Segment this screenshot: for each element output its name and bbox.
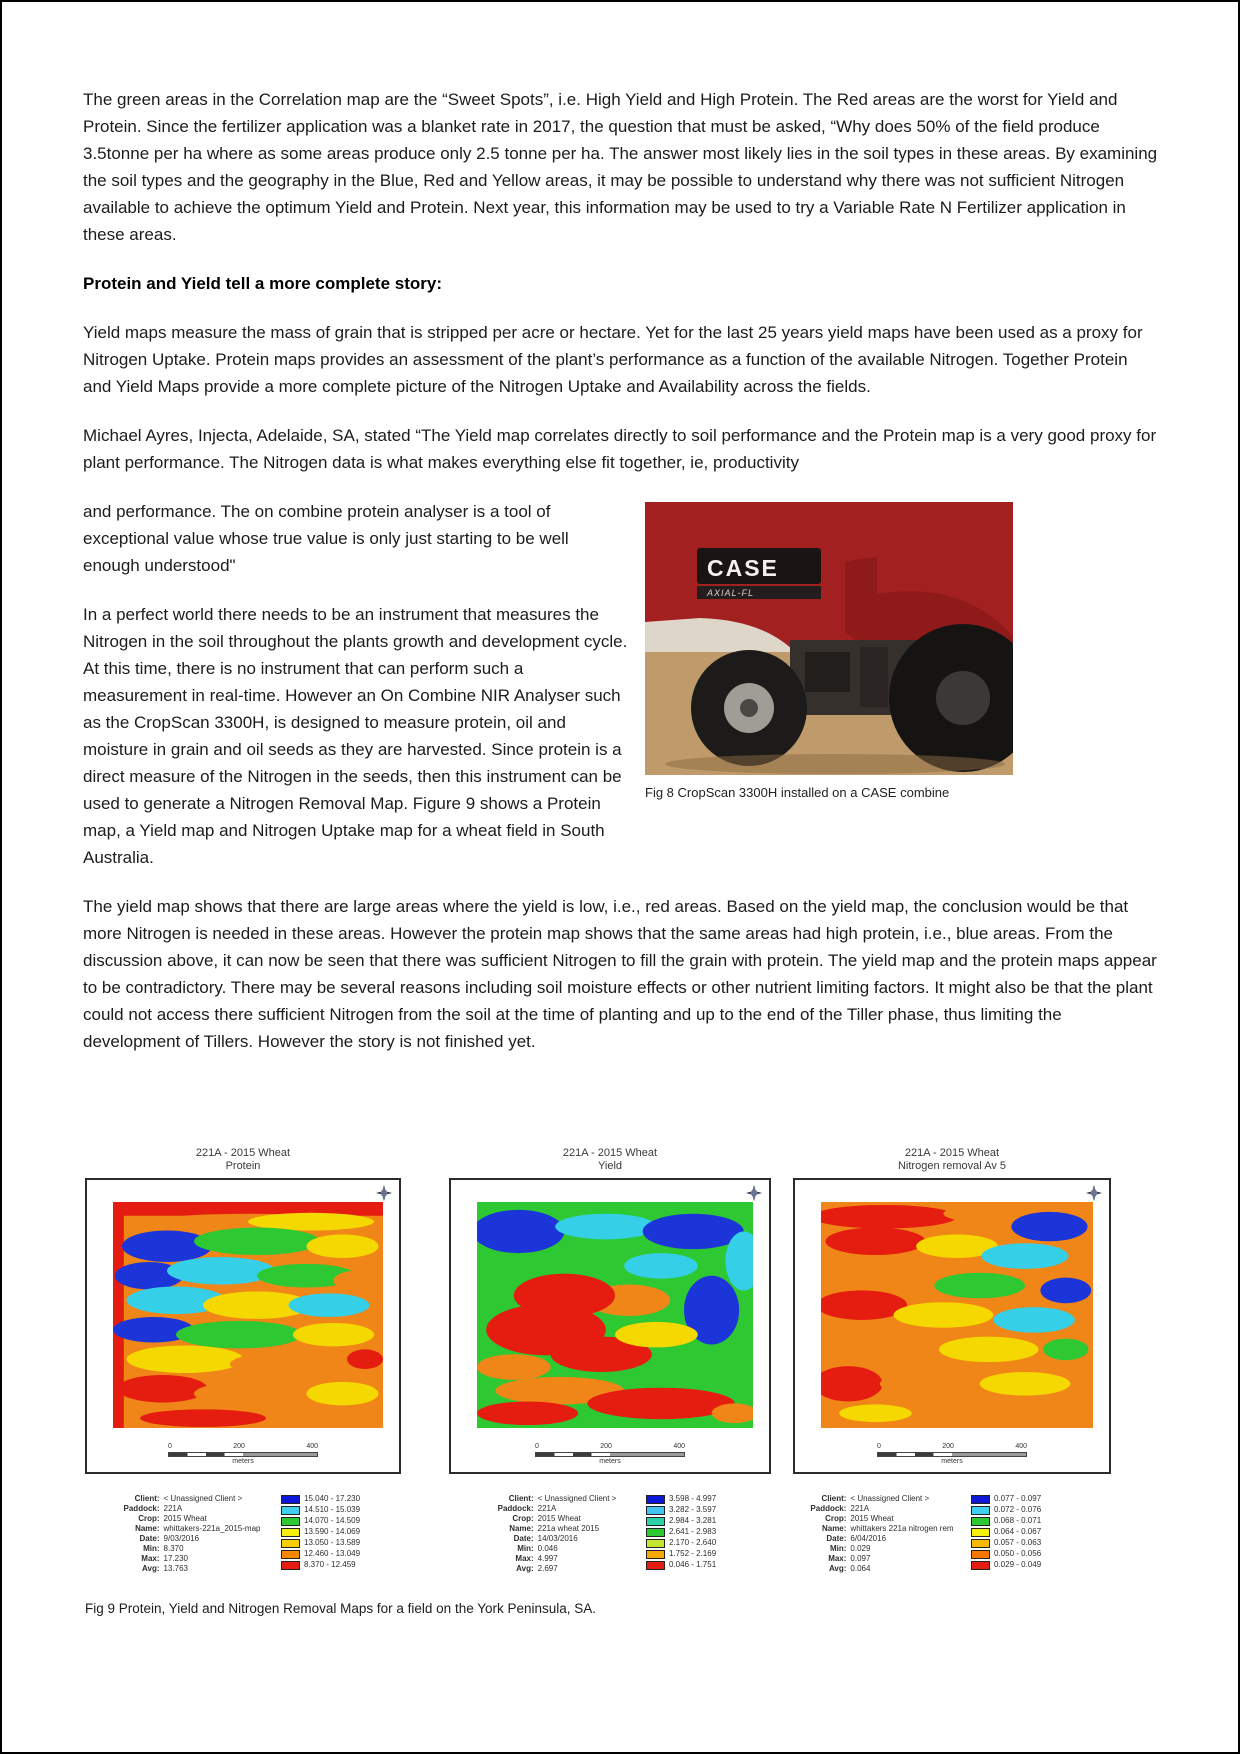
legend-name-label: Name: [135,1524,160,1533]
legend-meta [117,1494,267,1574]
protein-map-raster [113,1202,383,1428]
legend-swatch [646,1550,665,1559]
legend-crop-value: 2015 Wheat [163,1514,207,1523]
legend-range-row [281,1494,360,1504]
legend-range-row [281,1527,360,1537]
legend-swatch [971,1528,990,1537]
legend-range-row [971,1538,1041,1548]
map-title-line2: Protein [225,1160,261,1172]
legend-avg-label: Avg: [828,1564,847,1573]
legend-range-label: 0.068 - 0.071 [994,1516,1042,1525]
paragraph-yield-map-discussion: The yield map shows that there are large areas where the yield is low, i.e., red areas. Based on the yield map, the conclusion would be that more Nitrogen is needed in these areas. However the protein map shows that the same areas had high protein, i.e., blue areas. From the discussion above, it can now be seen that there was sufficient Nitrogen to fill the grain with protein. The yield map and the protein maps appear to be contradictory. There may be several reasons including soil moisture effects or other nutrient limiting factors. It might also be that the plant could not access there sufficient Nitrogen from the soil at the time of planting and up to the end of the Tiller phase, thus limiting the development of Tillers. However the story is not finished yet. [83,897,1157,1051]
legend-date-label: Date: [826,1534,847,1543]
legend-avg-value: 13.763 [163,1564,188,1573]
legend-nitrogen [807,1494,1069,1574]
legend-name-label: Name: [509,1524,534,1533]
legend-range-label: 0.064 - 0.067 [994,1527,1042,1536]
legend-min-label: Min: [829,1544,847,1553]
paragraph-michael-ayres-lead: Michael Ayres, Injecta, Adelaide, SA, stated “The Yield map correlates directly to soil performance and the Protein map is a very good proxy for plant performance. The Nitrogen data is what makes everything else fit together, ie, productivity [83,426,1157,472]
legend-range-label: 0.029 - 0.049 [994,1560,1042,1569]
legend-range-label: 14.070 - 14.509 [304,1516,361,1525]
legend-client-label: Client: [508,1494,534,1503]
map-figure-yield [449,1147,771,1474]
legend-range-row [646,1505,716,1515]
legend-swatch [971,1561,990,1570]
paragraph-yield-maps: Yield maps measure the mass of grain that is stripped per acre or hectare. Yet for the last 25 years yield maps have been used as a proxy for Nitrogen Uptake. Protein maps provides an assessment of the plant’s performance as a function of the available Nitrogen. Together Protein and Yield Maps provide a more complete picture of the Nitrogen Uptake and Availability across the fields. [83,323,1143,396]
nitrogen-map-raster [821,1202,1093,1428]
combine-photo-graphic [645,502,1013,775]
legend-name-label: Name: [821,1524,847,1533]
scale-end: 400 [1015,1443,1027,1450]
scale-unit: meters [232,1458,254,1465]
legend-range-label: 2.170 - 2.640 [669,1538,717,1547]
legend-date-value: 9/03/2016 [163,1534,200,1543]
paragraph-correlation-map: The green areas in the Correlation map are the “Sweet Spots”, i.e. High Yield and High Protein. The Red areas are the worst for Yield and Protein. Since the fertilizer application was a blanket rate in 2017, the question that must be asked, “Why does 50% of the field produce 3.5tonne per ha where as some areas produce only 2.5 tonne per ha. The answer most likely lies in the soil types in these areas. By examining the soil types and the geography in the Blue, Red and Yellow areas, it may be possible to understand why there was not sufficient Nitrogen available to achieve the optimum Yield and Protein. Next year, this information may be used to try a Variable Rate N Fertilizer application in these areas. [83,90,1158,244]
fig8-figure [645,502,1013,802]
map-title-line1: 221A - 2015 Wheat [904,1147,1000,1159]
legend-avg-value: 0.064 [850,1564,871,1573]
scale-mid: 200 [942,1443,954,1450]
legend-range-label: 13.050 - 13.589 [304,1538,361,1547]
scalebar [451,1443,769,1466]
legend-range-row [646,1494,716,1504]
scalebar-ticks [535,1443,685,1451]
legend-min-label: Min: [143,1544,160,1553]
legend-yield [482,1494,744,1574]
legend-avg-label: Avg: [142,1564,160,1573]
legend-name-value: whittakers-221a_2015-map [163,1524,261,1533]
combine-model-text: AXIAL-FL [707,588,755,598]
legend-crop-label: Crop: [825,1514,847,1523]
map-title-line2: Yield [597,1160,623,1172]
legend-client-label: Client: [821,1494,847,1503]
legend-max-value: 0.097 [850,1554,871,1563]
legend-range-label: 0.046 - 1.751 [669,1560,717,1569]
fig9-maps-row [85,1147,1158,1474]
legend-swatch [281,1528,300,1537]
legend-range-label: 1.752 - 2.169 [669,1549,717,1558]
paragraph-perfect-world: In a perfect world there needs to be an instrument that measures the Nitrogen in the soil throughout the plants growth and development cycle. At this time, there is no instrument that can perform such a measurement in real-time. However an On Combine NIR Analyser such as the CropScan 3300H, is designed to measure protein, oil and moisture in grain and oil seeds as they are harvested. Since protein is a direct measure of the Nitrogen in the seeds, then this instrument can be used to generate a Nitrogen Removal Map. Figure 9 shows a Protein map, a Yield map and Nitrogen Uptake map for a wheat field in South Australia. [83,605,628,867]
legend-max-value: 17.230 [163,1554,188,1563]
legend-swatch [646,1517,665,1526]
legend-meta [807,1494,957,1574]
map-box-nitrogen [793,1178,1111,1474]
legend-client-label: Client: [134,1494,160,1503]
legend-range-label: 0.050 - 0.056 [994,1549,1042,1558]
legend-range-row [971,1516,1041,1526]
legend-max-label: Max: [828,1554,847,1563]
legend-date-value: 14/03/2016 [537,1534,578,1543]
scale-unit: meters [941,1458,963,1465]
scale-start: 0 [535,1443,539,1450]
text-image-wrap [83,422,1158,871]
legend-crop-value: 2015 Wheat [537,1514,581,1523]
legend-range-row [281,1549,360,1559]
map-figure-nitrogen [793,1147,1111,1474]
legend-min-label: Min: [517,1544,534,1553]
legend-range-row [646,1549,716,1559]
scalebar-rule [168,1452,318,1457]
scalebar-rule [877,1452,1027,1457]
legend-swatch [646,1528,665,1537]
legend-min-value: 8.370 [163,1544,184,1553]
legend-range-row [971,1494,1041,1504]
legend-paddock-value: 221A [163,1504,183,1513]
legend-max-value: 4.997 [537,1554,558,1563]
fig8-caption: Fig 8 CropScan 3300H installed on a CASE combine [645,785,950,800]
legend-swatch [646,1561,665,1570]
legend-paddock-label: Paddock: [123,1504,160,1513]
legend-swatch [281,1506,300,1515]
scale-mid: 200 [233,1443,245,1450]
legend-range-row [281,1505,360,1515]
legend-color-scale [646,1494,716,1571]
legend-range-label: 0.072 - 0.076 [994,1505,1042,1514]
legend-swatch [281,1539,300,1548]
legend-client-value: < Unassigned Client > [850,1494,930,1503]
legend-color-scale [971,1494,1041,1571]
legend-swatch [971,1517,990,1526]
legend-crop-value: 2015 Wheat [850,1514,894,1523]
scale-end: 400 [673,1443,685,1450]
legend-range-row [646,1538,716,1548]
nitrogen-map-graphic [821,1202,1093,1428]
legend-range-row [971,1549,1041,1559]
legend-swatch [281,1517,300,1526]
legend-range-label: 0.057 - 0.063 [994,1538,1042,1547]
legend-swatch [971,1506,990,1515]
section-heading: Protein and Yield tell a more complete story: [83,274,442,293]
legend-range-label: 14.510 - 15.039 [304,1505,361,1514]
legend-range-row [281,1560,360,1570]
map-title-line1: 221A - 2015 Wheat [195,1147,291,1159]
legend-date-value: 6/04/2016 [850,1534,887,1543]
legend-range-label: 13.590 - 14.069 [304,1527,361,1536]
map-figure-protein [85,1147,401,1474]
legend-range-label: 3.598 - 4.997 [669,1494,717,1503]
legend-max-label: Max: [141,1554,160,1563]
map-box-protein [85,1178,401,1474]
scale-end: 400 [306,1443,318,1450]
legend-range-row [281,1538,360,1548]
map-title-nitrogen [793,1147,1111,1173]
legend-swatch [646,1495,665,1504]
map-title-protein [85,1147,401,1173]
legend-swatch [281,1561,300,1570]
legend-range-label: 0.077 - 0.097 [994,1494,1042,1503]
legend-range-row [281,1516,360,1526]
legend-avg-value: 2.697 [537,1564,558,1573]
scalebar [87,1443,399,1466]
legend-max-label: Max: [515,1554,534,1563]
scale-start: 0 [877,1443,881,1450]
legend-swatch [281,1550,300,1559]
legend-range-row [646,1560,716,1570]
legend-range-row [646,1527,716,1537]
legend-client-value: < Unassigned Client > [163,1494,243,1503]
legend-name-value: 221a wheat 2015 [537,1524,600,1533]
scalebar-ticks [168,1443,318,1451]
scale-unit: meters [599,1458,621,1465]
legend-swatch [646,1539,665,1548]
legend-paddock-value: 221A [537,1504,557,1513]
legend-range-row [971,1527,1041,1537]
legend-date-label: Date: [139,1534,160,1543]
legend-swatch [971,1550,990,1559]
combine-photo [645,502,1013,775]
legend-range-row [971,1560,1041,1570]
scalebar [795,1443,1109,1466]
legend-name-value: whittakers 221a nitrogen rem [850,1524,954,1533]
legend-range-row [971,1505,1041,1515]
legend-min-value: 0.046 [537,1544,558,1553]
north-arrow-icon [376,1185,392,1201]
legend-range-row [646,1516,716,1526]
map-title-line1: 221A - 2015 Wheat [562,1147,658,1159]
legend-min-value: 0.029 [850,1544,871,1553]
legend-paddock-label: Paddock: [497,1504,534,1513]
scalebar-rule [535,1452,685,1457]
north-arrow-icon [746,1185,762,1201]
yield-map-raster [477,1202,753,1428]
legend-paddock-value: 221A [850,1504,870,1513]
legend-client-value: < Unassigned Client > [537,1494,617,1503]
map-box-yield [449,1178,771,1474]
legend-range-label: 15.040 - 17.230 [304,1494,361,1503]
legend-crop-label: Crop: [138,1514,160,1523]
paragraph-michael-ayres-wrapped: and performance. The on combine protein analyser is a tool of exceptional value whose true value is only just starting to be well enough understood" [83,502,569,575]
legend-swatch [646,1506,665,1515]
yield-map-graphic [477,1202,753,1428]
legend-date-label: Date: [513,1534,534,1543]
combine-brand-text: CASE [707,555,779,581]
legend-range-label: 3.282 - 3.597 [669,1505,717,1514]
legend-protein [117,1494,379,1574]
legend-avg-label: Avg: [516,1564,534,1573]
protein-map-graphic [113,1202,383,1428]
legend-meta [482,1494,632,1574]
legend-crop-label: Crop: [512,1514,534,1523]
legend-color-scale [281,1494,360,1571]
map-title-yield [449,1147,771,1173]
legend-range-label: 12.460 - 13.049 [304,1549,361,1558]
legend-swatch [281,1495,300,1504]
scalebar-ticks [877,1443,1027,1451]
fig9-legends-row [83,1494,1158,1574]
legend-swatch [971,1495,990,1504]
legend-swatch [971,1539,990,1548]
scale-start: 0 [168,1443,172,1450]
map-title-line2: Nitrogen removal Av 5 [897,1160,1007,1172]
legend-paddock-label: Paddock: [810,1504,847,1513]
legend-range-label: 8.370 - 12.459 [304,1560,356,1569]
legend-range-label: 2.984 - 3.281 [669,1516,717,1525]
scale-mid: 200 [600,1443,612,1450]
north-arrow-icon [1086,1185,1102,1201]
fig9-caption: Fig 9 Protein, Yield and Nitrogen Removal Maps for a field on the York Peninsula, SA. [85,1601,597,1616]
legend-range-label: 2.641 - 2.983 [669,1527,717,1536]
